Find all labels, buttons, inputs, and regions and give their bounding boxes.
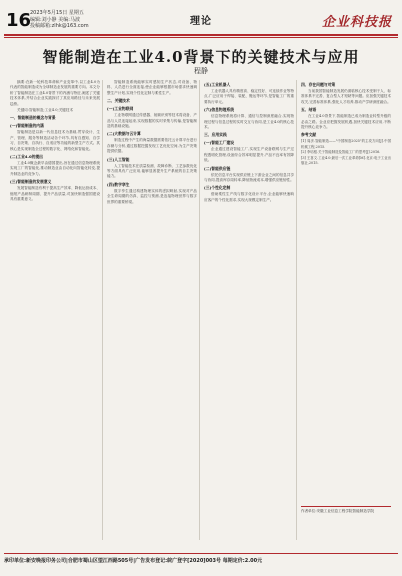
body-paragraph: 在工业4.0背景下,智能制造已成为制造业转型升级的必由之路。企业应把握发展机遇,加快关键技术应用,不断提升核心竞争力。 [301, 114, 391, 130]
section-heading: (三)人工智能 [107, 156, 130, 162]
section-heading: 三、应用实践 [204, 132, 227, 138]
page-header [4, 6, 398, 36]
section-heading: (一)智能制造的内涵 [10, 123, 44, 129]
text-column-2 [107, 80, 197, 540]
body-paragraph: 智能制造是以新一代信息技术为基础,贯穿设计、生产、管理、服务等制造活动各个环节,具有自感知、自学习、自决策、自执行、自适应等功能的新型生产方式。其核心是实现制造全过程的数字化、网络化和智能化。 [10, 130, 100, 151]
header-rule-thin [4, 37, 398, 38]
section-heading: 一、智能制造的概念与背景 [10, 115, 56, 121]
column-divider [102, 80, 103, 540]
section-heading: (二)大数据与云计算 [107, 131, 141, 137]
section-heading: (三)智能制造的发展意义 [10, 179, 52, 185]
body-paragraph: 工业物联网通过传感器、射频识别等技术将设备、产品与人员连接起来,实现数据的实时采集与传输,是智能制造的基础设施。 [107, 113, 197, 129]
body-paragraph: 工业机器人具有精度高、稳定性好、可连续作业等特点,广泛应用于焊接、装配、搬运等环节,是智能工厂的重要执行单元。 [204, 89, 294, 104]
body-paragraph: 发展智能制造有利于提高生产效率、降低运营成本、缩短产品研制周期、提升产品质量,对加快制造强国建设具有重要意义。 [10, 186, 100, 202]
body-paragraph: 人工智能技术在质量检测、故障诊断、工艺参数优化等方面具有广泛应用,能够显著提升生产系统的自主决策能力。 [107, 163, 197, 179]
body-paragraph: 智能制造系统能够实时感知生产状态,对设备、物料、人员进行全面连接,使企业能够根据市场需求快速调整生产计划,实现个性化定制与柔性生产。 [107, 80, 197, 95]
page-number: 16 [6, 10, 32, 31]
section-heading: (二)工业4.0的提出 [10, 154, 43, 160]
body-paragraph: 工业4.0概念最早由德国提出,旨在通过信息物理系统实现工厂的智能化,推动制造业由自动化向智能化转变,提升制造业的竞争力。 [10, 161, 100, 176]
section-heading: (五)工业机器人 [204, 82, 231, 87]
article-title: 智能制造在工业4.0背景下的关键技术与应用 [42, 48, 360, 66]
section-heading: 四、存在问题与对策 [301, 82, 336, 87]
body-paragraph: 数字孪生通过构建物理实体的虚拟映射,实现对产品全生命周期的仿真、监控与预测,是连接物理世界与数字世界的重要桥梁。 [107, 188, 197, 204]
body-paragraph: 关键词:智能制造;工业4.0;关键技术 [17, 108, 74, 113]
text-column-4 [301, 80, 391, 500]
section-title: 理论 [190, 16, 212, 27]
body-paragraph: 借助柔性生产线与数字化设计平台,企业能够快速响应客户的个性化需求,实现大规模定制生产。 [204, 192, 294, 202]
body-paragraph: 信息物理系统将计算、通信与控制深度融合,实现物理过程与信息过程的实时交互与协同,是工业4.0的核心技术。 [204, 114, 294, 130]
section-heading: (一)智能工厂建设 [204, 140, 235, 146]
references: [1] 周济.智能制造——"中国制造2025"的主攻方向[J].中国机械工程,2015. [2] 李培根.关于智能制造及智能工厂的思考[J].2016. [3] 王喜文.工业4.0:最后一次工业革命[M].北京:电子工业出版社,2015. [301, 139, 391, 166]
article-author: 程静 [194, 67, 208, 75]
section-heading: 参考文献 [301, 132, 317, 138]
body-paragraph: 依托信息平台实现供应链上下游企业之间的信息共享与协同,提高库存周转率,降低物流成本,增强供应链韧性。 [204, 172, 294, 183]
email-line: 投稿邮箱:zlhk@163.com [30, 23, 89, 29]
column-divider [296, 80, 297, 540]
section-heading: (三)个性化定制 [204, 185, 231, 191]
column-divider [199, 80, 200, 540]
body-paragraph: 企业通过建设智能工厂,实现生产设备联网与生产过程透明化管理,设备综合效率明显提升,产品不良率有效降低。 [204, 147, 294, 163]
section-heading: 二、关键技术 [107, 98, 130, 104]
author-affiliation: 作者单位:安徽工业信息工程学院智能制造学院 [301, 506, 391, 514]
header-rule [4, 34, 398, 36]
footer-rule [4, 553, 398, 554]
section-heading: (一)工业物联网 [107, 106, 134, 112]
body-paragraph: 制造过程中产生的海量数据需要依托云计算平台进行存储与分析,通过数据挖掘发现工艺优化空间,为生产决策提供依据。 [107, 138, 197, 154]
text-column-3 [204, 80, 294, 540]
issue-info [30, 10, 89, 30]
body-paragraph: 当前我国智能制造发展仍面临核心技术受制于人、标准体系不完善、复合型人才短缺等问题。应加强关键技术攻关,完善标准体系,强化人才培养,推动产学研深度融合。 [301, 89, 391, 104]
masthead-logo: 企业科技报 [321, 15, 392, 30]
text-column-1 [10, 80, 100, 540]
footer-imprint: 承印单位:新安晚报印务公司|合肥市蜀山区望江西路505号|广告发布登记:皖广登字[2020]003号 每期定价:2.00元 [4, 558, 263, 564]
editor-line: 编辑:刘小静 美编:马波 [30, 16, 80, 23]
section-heading: 五、结语 [301, 107, 317, 113]
section-heading: (四)数字孪生 [107, 181, 130, 187]
section-heading: (二)智能供应链 [204, 165, 231, 171]
date-line: 2023年5月15日 星期五 [30, 10, 84, 16]
body-paragraph: 摘要:在新一轮科技革命和产业变革中,以工业4.0为代表的智能制造成为全球制造业发展的重要方向。本文分析了智能制造在工业4.0背景下的内涵与特征,阐述了关键技术体系,并结合企业实践探讨了其应用路径与未来发展趋势。 [10, 80, 100, 106]
section-heading: (六)信息物理系统 [204, 107, 235, 113]
